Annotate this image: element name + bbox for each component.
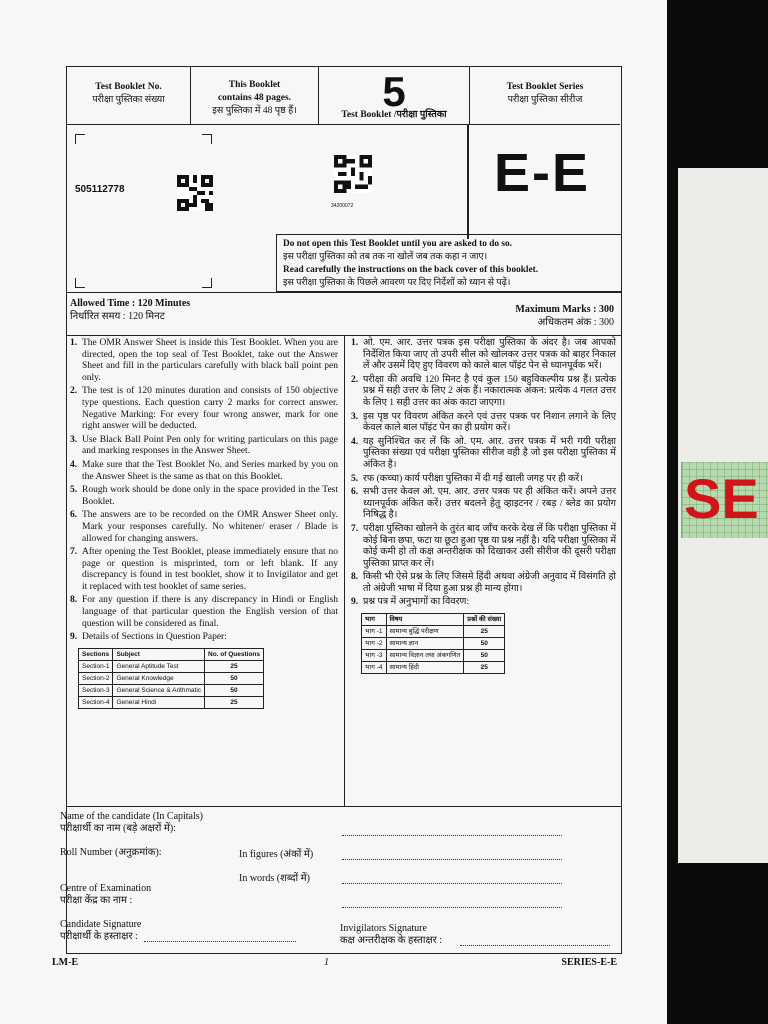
candidate-signature-label <box>60 919 141 943</box>
notice-line-1: Do not open this Test Booklet until you are asked to do so. <box>283 239 512 249</box>
candidate-name-label <box>60 811 203 835</box>
roll-number-label: Roll Number (अनुक्रमांक): <box>60 847 162 858</box>
instruction-item <box>351 597 616 609</box>
instruction-number: 2. <box>70 386 78 397</box>
booklet-number-label: Test Booklet /परीक्षा पुस्तिका <box>341 110 447 120</box>
table-row <box>362 662 505 674</box>
booklet-no-cell <box>67 67 191 125</box>
instruction-text: इस पृष्ठ पर विवरण अंकित करने एवं उत्तर पत्रक पर निशान लगाने के लिए केवल काले बाल पॉइंट पेन का ही प्रयोग करें। <box>363 411 616 434</box>
sections-header-cell: Subject <box>113 648 205 660</box>
sections-cell: 50 <box>464 650 505 662</box>
pages-cell <box>191 67 319 125</box>
instruction-text: The OMR Answer Sheet is inside this Test Booklet. When you are directed, open the top seal of Test Booklet, take out the Answer Sheet and fill in the particulars carefully with black ball point pen only. <box>82 338 338 383</box>
booklet-no-label-hindi: परीक्षा पुस्तिका संख्या <box>92 95 165 105</box>
instruction-item <box>70 338 338 384</box>
centre-label-en: Centre of Examination <box>60 883 152 894</box>
candidate-name-field[interactable] <box>342 835 562 836</box>
instruction-item <box>70 547 338 593</box>
centre-field[interactable] <box>342 907 562 908</box>
candidate-name-hi: परीक्षार्थी का नाम (बड़े अक्षरों में): <box>60 823 176 834</box>
qr-caption: 34200072 <box>331 203 354 209</box>
sections-cell: General Hindi <box>113 696 205 708</box>
instruction-item <box>351 572 616 595</box>
instruction-text: किसी भी ऐसे प्रश्न के लिए जिसमे हिंदी अथवा अंग्रेजी अनुवाद में विसंगति हो तो अंग्रेजी भाषा में दिया हुआ प्रश्न ही मान्य होगा। <box>363 572 616 594</box>
instruction-item <box>351 412 616 435</box>
sections-cell: सामान्य विज्ञान तथा अंकगणित <box>386 650 464 662</box>
sections-cell: Section-2 <box>79 672 113 684</box>
pages-label-1: This Booklet <box>228 80 281 90</box>
booklet-no-label: Test Booklet No. <box>95 82 162 92</box>
sections-cell: Section-3 <box>79 684 113 696</box>
instruction-item <box>351 487 616 522</box>
instruction-number: 2. <box>351 374 359 385</box>
header-row <box>67 67 620 125</box>
candidate-signature-hi: परीक्षार्थी के हस्ताक्षर : <box>60 931 138 942</box>
series-code: E-E <box>494 143 591 203</box>
instruction-text: For any question if there is any discrepancy in Hindi or English language of that particular question the English version of that question will be considered as final. <box>82 595 338 629</box>
table-row <box>79 672 264 684</box>
instruction-number: 4. <box>351 436 359 447</box>
instruction-text: After opening the Test Booklet, please immediately ensure that no page or question is misprinted, torn or left blank. If any discrepancy is found in test booklet, show it to Invigilator and get it replaced with test booklet of same series. <box>82 547 338 592</box>
invigilator-signature-en: Invigilators Signature <box>340 923 427 934</box>
instruction-text: Use Black Ball Point Pen only for writing particulars on this page and marking responses in the Answer Sheet. <box>82 434 338 457</box>
sections-cell: भाग -1 <box>362 626 387 638</box>
instruction-number: 1. <box>70 338 78 348</box>
instruction-item <box>351 437 616 472</box>
sections-cell: Section-4 <box>79 696 113 708</box>
instruction-notice <box>276 234 621 292</box>
instruction-number: 5. <box>351 473 359 484</box>
pages-label-hindi: इस पुस्तिका में 48 पृष्ठ हैं। <box>212 106 297 116</box>
table-row <box>362 626 505 638</box>
instruction-item <box>70 485 338 508</box>
sections-header-cell: भाग <box>362 614 387 626</box>
instruction-text: ओ. एम. आर. उत्तर पत्रक इस परीक्षा पुस्तिका के अंदर है। जब आपको निर्देशित किया जाए तो उपरी सील को खोलकर उत्तर पत्रक को बाहर निकाल लें और उसमें दिए हुए विवरण को काले बाल पॉइंट पेन से ध्यानपूर्वक भरें। <box>363 338 616 372</box>
instruction-item <box>70 435 338 458</box>
instruction-text: सभी उत्तर केवल ओ. एम. आर. उत्तर पत्रक पर ही अंकित करें। अपने उत्तर ध्यानपूर्वक अंकित करें। उत्तर बदलने हेतु व्हाइटनर / रबड़ / ब्लेड का प्रयोग निषिद्ध है। <box>363 487 616 521</box>
instruction-text: Make sure that the Test Booklet No. and Series marked by you on the Answer Sheet is the same as that on this Booklet. <box>82 459 338 482</box>
instruction-item <box>70 632 338 644</box>
pages-label-2: contains 48 pages. <box>217 93 292 103</box>
instruction-number: 7. <box>70 547 78 558</box>
invigilator-signature-field[interactable] <box>460 945 610 946</box>
candidate-signature-field[interactable] <box>144 941 296 942</box>
series-stamp-text: SE <box>684 467 759 530</box>
sections-header-cell: Sections <box>79 648 113 660</box>
invigilator-signature-hi: कक्ष अन्तरीक्षक के हस्ताक्षर : <box>340 935 443 946</box>
notice-line-1-hindi: इस परीक्षा पुस्तिका को तब तक ना खोलें जब तक कहा न जाए। <box>283 252 488 262</box>
centre-label <box>60 883 151 907</box>
sections-cell: General Aptitude Test <box>113 660 205 672</box>
notice-line-2-hindi: इस परीक्षा पुस्तिका के पिछले आवरण पर दिए निर्देशों को ध्यान से पढ़ें। <box>283 278 511 288</box>
sections-cell: सामान्य बुद्धि परीक्षण <box>386 626 464 638</box>
table-row <box>79 696 264 708</box>
sections-cell: 50 <box>464 638 505 650</box>
instruction-text: Details of Sections in Question Paper: <box>82 632 227 643</box>
table-row <box>362 638 505 650</box>
sections-cell: भाग -4 <box>362 662 387 674</box>
sections-cell: 25 <box>205 696 264 708</box>
instruction-number: 3. <box>351 411 359 422</box>
instruction-number: 4. <box>70 459 78 470</box>
instruction-item <box>70 510 338 545</box>
footer-left: LM-E <box>52 957 79 968</box>
instruction-number: 8. <box>70 595 78 606</box>
booklet-number: 5 <box>382 68 406 115</box>
series-cell <box>469 67 620 125</box>
instruction-item <box>70 386 338 432</box>
instruction-item <box>351 524 616 570</box>
instruction-number: 6. <box>351 487 359 498</box>
footer-series: SERIES-E-E <box>561 957 617 968</box>
series-divider <box>467 124 469 239</box>
instructions-english <box>66 336 344 709</box>
instruction-number: 9. <box>70 632 78 643</box>
maximum-marks-label-hindi: अधिकतम अंक : 300 <box>537 317 614 328</box>
instruction-text: परीक्षा पुस्तिका खोलने के तुरंत बाद जाँच करके देख लें कि परीक्षा पुस्तिका में कोई बिना छपा, फटा या छूटा हुआ पृष्ठ या प्रश्न नहीं है। यदि परीक्षा पुस्तिका में कोई कमी हो तो कक्ष अन्तरीक्षक को दिखाकर उसी सीरीज की दूसरी परीक्षा पुस्तिका प्राप्त कर लें। <box>363 523 616 569</box>
corner-mark-bl <box>75 278 85 288</box>
sections-header-cell: प्रश्नों की संख्या <box>464 614 505 626</box>
series-stamp <box>681 462 768 538</box>
instruction-item <box>351 474 616 486</box>
maximum-marks <box>515 303 614 329</box>
sections-cell: सामान्य ज्ञान <box>386 638 464 650</box>
instructions-hindi <box>344 336 622 806</box>
instruction-text: यह सुनिश्चित कर लें कि ओ. एम. आर. उत्तर पत्रक में भरी गयी परीक्षा पुस्तिका संख्या एवं परीक्षा पुस्तिका सीरीज वही है जो इस परीक्षा पुस्तिका में अंकित है। <box>363 436 616 470</box>
sections-cell: General Science & Arithmatic <box>113 684 205 696</box>
page-number: 1 <box>324 957 329 968</box>
sections-cell: सामान्य हिंदी <box>386 662 464 674</box>
sections-cell: 25 <box>464 626 505 638</box>
allowed-time <box>70 297 190 323</box>
notice-line-2: Read carefully the instructions on the back cover of this booklet. <box>283 265 539 275</box>
sections-cell: 25 <box>464 662 505 674</box>
instruction-number: 8. <box>351 572 359 583</box>
qr-code-left-icon <box>177 174 213 212</box>
invigilator-signature-label <box>340 923 442 947</box>
instruction-number: 9. <box>351 597 359 608</box>
sections-cell: 50 <box>205 672 264 684</box>
instructions <box>66 336 622 806</box>
sections-cell: भाग -2 <box>362 638 387 650</box>
instruction-text: The test is of 120 minutes duration and consists of 150 objective type questions. Each question carry 2 marks for correct answer. Negative Marking: For every four wrong answer, mark for one right answer will be deducted. <box>82 386 338 432</box>
booklet-number-cell <box>319 67 469 125</box>
roll-words-label: In words (शब्दों में) <box>239 873 310 884</box>
series-label: Test Booklet Series <box>506 82 584 92</box>
candidate-name-en: Name of the candidate (In Capitals) <box>60 811 203 822</box>
sections-cell: General Knowledge <box>113 672 205 684</box>
instruction-text: Rough work should be done only in the space provided in the Test Booklet. <box>82 485 338 507</box>
sections-cell: 50 <box>205 684 264 696</box>
instruction-item <box>351 375 616 410</box>
corner-mark-br <box>202 278 212 288</box>
corner-mark-tr <box>202 134 212 144</box>
sections-table-english <box>78 648 264 709</box>
sections-header-cell: विषय <box>386 614 464 626</box>
qr-code-center-icon <box>334 152 372 196</box>
instruction-item <box>70 460 338 483</box>
instruction-text: प्रश्न पत्र में अनुभागों का विवरण: <box>363 597 469 608</box>
candidate-details <box>60 806 622 954</box>
instruction-item <box>70 595 338 630</box>
table-row <box>79 660 264 672</box>
sections-cell: भाग -3 <box>362 650 387 662</box>
roll-words-field[interactable] <box>342 883 562 884</box>
instruction-text: परीक्षा की अवधि 120 मिनट है एवं कुल 150 बहुविकल्पीय प्रश्न हैं। प्रत्येक प्रश्न में सही उत्तर के लिए 2 अंक हैं। नकारात्मक अंकन: प्रत्येक 4 गलत उत्तर के लिए 1 सही उत्तर का अंक काटा जाएगा। <box>363 374 616 408</box>
booklet-code: 505112778 <box>75 184 125 195</box>
sections-cell: 25 <box>205 660 264 672</box>
instruction-number: 1. <box>351 338 359 348</box>
instruction-number: 7. <box>351 523 359 534</box>
time-marks-row <box>66 292 622 336</box>
allowed-time-label-hindi: निर्धारित समय : 120 मिनट <box>70 311 165 322</box>
candidate-signature-en: Candidate Signature <box>60 919 142 930</box>
instruction-number: 5. <box>70 485 78 496</box>
centre-label-hi: परीक्षा केंद्र का नाम : <box>60 895 133 906</box>
instruction-text: The answers are to be recorded on the OMR Answer Sheet only. Mark your responses carefully. No whitener/ eraser / Blade is allowed for changing answers. <box>82 510 338 544</box>
corner-mark-tl <box>75 134 85 144</box>
maximum-marks-label: Maximum Marks : 300 <box>515 304 614 315</box>
sections-table-hindi <box>361 613 505 674</box>
sections-header-cell: No. of Questions <box>205 648 264 660</box>
roll-figures-field[interactable] <box>342 859 562 860</box>
instruction-text: रफ (कच्चा) कार्य परीक्षा पुस्तिका में दी गई खाली जगह पर ही करें। <box>363 473 583 484</box>
table-row <box>362 650 505 662</box>
sections-cell: Section-1 <box>79 660 113 672</box>
instruction-item <box>351 338 616 373</box>
table-row <box>79 684 264 696</box>
instruction-number: 3. <box>70 434 78 445</box>
allowed-time-label: Allowed Time : 120 Minutes <box>70 298 191 309</box>
series-label-hindi: परीक्षा पुस्तिका सीरीज <box>507 95 583 105</box>
instruction-number: 6. <box>70 510 78 521</box>
roll-figures-label: In figures (अंकों में) <box>239 849 314 860</box>
